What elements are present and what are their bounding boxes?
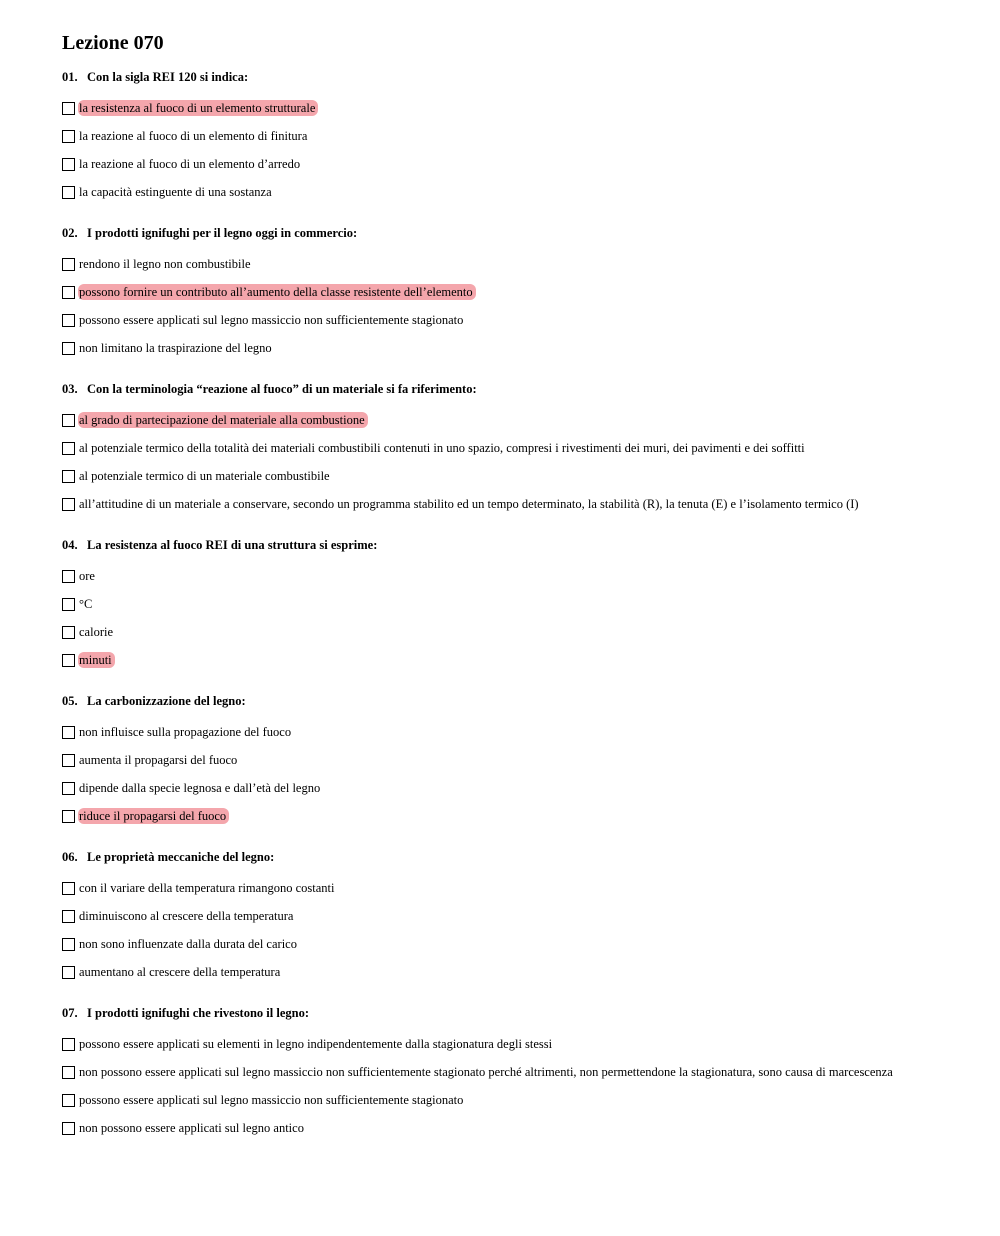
document-page [62,30,982,1160]
answer-option[interactable] [62,618,982,646]
question-number: 07. [62,1006,78,1020]
answer-text: non limitano la traspirazione del legno [79,341,272,355]
answer-checkbox[interactable] [62,782,75,795]
question-heading [62,68,982,86]
answer-checkbox[interactable] [62,258,75,271]
answer-option[interactable] [62,490,982,518]
answer-option[interactable] [62,434,982,462]
answer-checkbox[interactable] [62,598,75,611]
answer-option[interactable] [62,122,982,150]
answer-option[interactable] [62,306,982,334]
answer-text-highlighted: possono fornire un contributo all’aumento della classe resistente dell’elemento [78,284,476,300]
answer-checkbox[interactable] [62,342,75,355]
answer-text: al potenziale termico della totalità dei materiali combustibili contenuti in uno spazio, compresi i rivestimenti dei muri, dei pavimenti e dei soffitti [79,441,805,455]
question-text: Con la sigla REI 120 si indica: [87,70,249,84]
question-block [62,380,982,518]
question-heading [62,1004,982,1022]
answer-text: non sono influenzate dalla durata del carico [79,937,297,951]
answer-checkbox[interactable] [62,654,75,667]
answer-checkbox[interactable] [62,470,75,483]
question-number: 01. [62,70,78,84]
answer-option[interactable] [62,94,982,122]
answer-option[interactable] [62,178,982,206]
answer-option[interactable] [62,462,982,490]
question-number: 04. [62,538,78,552]
answer-checkbox[interactable] [62,498,75,511]
answer-option[interactable] [62,150,982,178]
answer-checkbox[interactable] [62,130,75,143]
answer-checkbox[interactable] [62,726,75,739]
answer-text: non possono essere applicati sul legno massiccio non sufficientemente stagionato perché altrimenti, non permettendone la stagionatura, sono causa di marcescenza [79,1065,893,1079]
answer-text: possono essere applicati sul legno massiccio non sufficientemente stagionato [79,1093,464,1107]
answer-text-highlighted: la resistenza al fuoco di un elemento strutturale [78,100,318,116]
answer-option[interactable] [62,1030,982,1058]
answer-checkbox[interactable] [62,910,75,923]
answer-option[interactable] [62,774,982,802]
answer-text: con il variare della temperatura rimangono costanti [79,881,335,895]
page-title: Lezione 070 [62,32,164,54]
answer-checkbox[interactable] [62,810,75,823]
answer-option[interactable] [62,1058,982,1086]
answer-text: al potenziale termico di un materiale combustibile [79,469,330,483]
answer-option[interactable] [62,1114,982,1142]
question-heading [62,224,982,242]
answer-checkbox[interactable] [62,102,75,115]
answer-option[interactable] [62,250,982,278]
answer-option[interactable] [62,874,982,902]
answer-checkbox[interactable] [62,966,75,979]
answer-option[interactable] [62,562,982,590]
question-text: Le proprietà meccaniche del legno: [87,850,275,864]
answer-option[interactable] [62,930,982,958]
answer-option[interactable] [62,646,982,674]
answer-option[interactable] [62,590,982,618]
answer-text: °C [79,597,93,611]
answer-text: la capacità estinguente di una sostanza [79,185,272,199]
answer-checkbox[interactable] [62,1122,75,1135]
question-number: 03. [62,382,78,396]
answer-text: ore [79,569,95,583]
question-heading [62,848,982,866]
question-block [62,68,982,206]
answer-checkbox[interactable] [62,158,75,171]
answer-text: la reazione al fuoco di un elemento d’arredo [79,157,301,171]
answer-checkbox[interactable] [62,186,75,199]
answer-option[interactable] [62,278,982,306]
answer-text-highlighted: riduce il propagarsi del fuoco [78,808,229,824]
answer-option[interactable] [62,1086,982,1114]
question-block [62,224,982,362]
answer-text: calorie [79,625,114,639]
answer-option[interactable] [62,958,982,986]
answer-checkbox[interactable] [62,414,75,427]
question-text: I prodotti ignifughi che rivestono il legno: [87,1006,310,1020]
question-block [62,1004,982,1142]
question-number: 05. [62,694,78,708]
answer-option[interactable] [62,718,982,746]
answer-text: la reazione al fuoco di un elemento di finitura [79,129,308,143]
answer-option[interactable] [62,902,982,930]
answer-checkbox[interactable] [62,754,75,767]
answer-checkbox[interactable] [62,442,75,455]
answer-text-highlighted: minuti [78,652,115,668]
answer-text: possono essere applicati sul legno massiccio non sufficientemente stagionato [79,313,464,327]
question-text: I prodotti ignifughi per il legno oggi in commercio: [87,226,358,240]
question-text: La resistenza al fuoco REI di una struttura si esprime: [87,538,378,552]
answer-checkbox[interactable] [62,1038,75,1051]
answer-checkbox[interactable] [62,1066,75,1079]
question-number: 06. [62,850,78,864]
answer-text: aumentano al crescere della temperatura [79,965,281,979]
answer-option[interactable] [62,746,982,774]
question-heading [62,692,982,710]
question-heading [62,380,982,398]
answer-option[interactable] [62,334,982,362]
question-block [62,692,982,830]
answer-checkbox[interactable] [62,286,75,299]
question-number: 02. [62,226,78,240]
answer-checkbox[interactable] [62,938,75,951]
answer-checkbox[interactable] [62,1094,75,1107]
answer-option[interactable] [62,406,982,434]
question-block [62,848,982,986]
answer-text: aumenta il propagarsi del fuoco [79,753,238,767]
question-heading [62,536,982,554]
answer-checkbox[interactable] [62,570,75,583]
answer-checkbox[interactable] [62,882,75,895]
answer-text-highlighted: al grado di partecipazione del materiale alla combustione [78,412,368,428]
answer-text: dipende dalla specie legnosa e dall’età del legno [79,781,321,795]
answer-text: possono essere applicati su elementi in legno indipendentemente dalla stagionatura degli stessi [79,1037,553,1051]
answer-text: diminuiscono al crescere della temperatura [79,909,294,923]
answer-text: non influisce sulla propagazione del fuoco [79,725,292,739]
answer-text: all’attitudine di un materiale a conservare, secondo un programma stabilito ed un tempo determinato, la stabilità (R), la tenuta (E) e l’isolamento termico (I) [79,497,859,511]
answer-text: non possono essere applicati sul legno antico [79,1121,304,1135]
question-text: La carbonizzazione del legno: [87,694,246,708]
answer-option[interactable] [62,802,982,830]
question-list [62,68,982,1142]
answer-checkbox[interactable] [62,626,75,639]
question-text: Con la terminologia “reazione al fuoco” di un materiale si fa riferimento: [87,382,477,396]
answer-text: rendono il legno non combustibile [79,257,251,271]
answer-checkbox[interactable] [62,314,75,327]
question-block [62,536,982,674]
